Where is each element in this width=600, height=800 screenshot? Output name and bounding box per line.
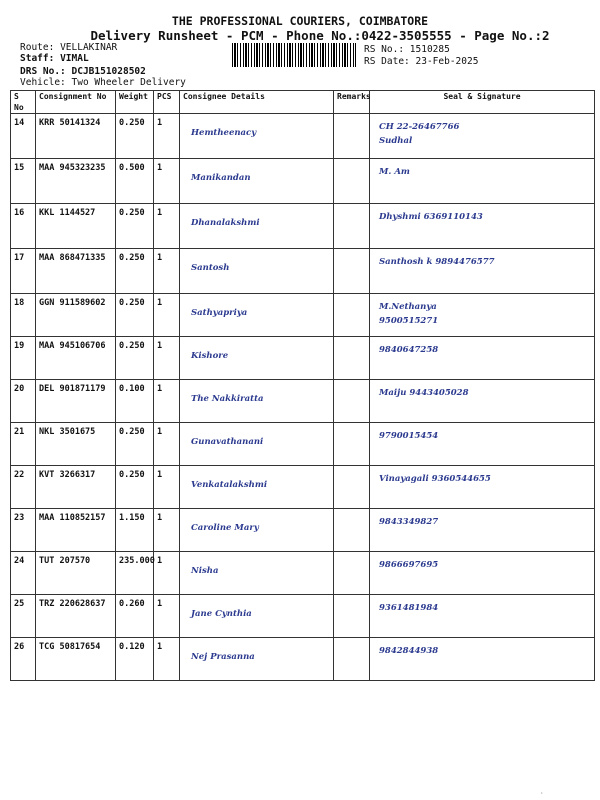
- cell-weight: [116, 204, 154, 249]
- cell-seal-signature-text: CH 22-26467766 Sudhal: [379, 122, 460, 146]
- cell-seal-signature-text: 9361481984: [379, 603, 439, 613]
- cell-remarks: [334, 380, 370, 423]
- cell-weight: [116, 380, 154, 423]
- cell-consignment-no-text: MAA 110852157: [39, 513, 106, 523]
- cell-remarks: [334, 294, 370, 337]
- cell-seal-signature: [370, 509, 595, 552]
- cell-pcs-text: 1: [157, 642, 163, 652]
- cell-consignment-no: [36, 638, 116, 681]
- cell-sno-text: 24: [14, 556, 25, 566]
- cell-weight: [116, 114, 154, 159]
- cell-sno: [11, 509, 36, 552]
- cell-pcs-text: 1: [157, 384, 163, 394]
- cell-remarks: [334, 204, 370, 249]
- runsheet-table: [10, 90, 595, 681]
- cell-sno-text: 26: [14, 642, 25, 652]
- cell-consignee-signature: [180, 249, 334, 294]
- cell-remarks: [334, 114, 370, 159]
- cell-weight-text: 0.250: [119, 298, 145, 308]
- cell-consignment-no-text: GGN 911589602: [39, 298, 106, 308]
- rs-date-line: [364, 56, 478, 67]
- cell-pcs: [154, 466, 180, 509]
- cell-seal-signature: [370, 337, 595, 380]
- rs-date-label: RS Date:: [364, 56, 410, 67]
- cell-seal-signature-text: Santhosh k 9894476577: [379, 257, 495, 267]
- table-header-row: [11, 91, 595, 114]
- cell-sno: [11, 466, 36, 509]
- table-row: [11, 509, 595, 552]
- table-row: [11, 638, 595, 681]
- cell-consignee-signature-text: Manikandan: [191, 173, 251, 183]
- cell-pcs: [154, 337, 180, 380]
- cell-seal-signature-text: Dhyshmi 6369110143: [379, 212, 483, 222]
- cell-remarks: [334, 337, 370, 380]
- cell-sno-text: 19: [14, 341, 25, 351]
- cell-sno: [11, 638, 36, 681]
- cell-seal-signature: [370, 114, 595, 159]
- cell-remarks: [334, 638, 370, 681]
- cell-remarks: [334, 249, 370, 294]
- cell-seal-signature-text: 9843349827: [379, 517, 439, 527]
- table-row: [11, 595, 595, 638]
- cell-consignee-signature: [180, 114, 334, 159]
- cell-remarks: [334, 423, 370, 466]
- cell-weight: [116, 552, 154, 595]
- rs-no-value: 1510285: [409, 44, 450, 55]
- cell-seal-signature: [370, 159, 595, 204]
- route-line: [20, 42, 117, 53]
- cell-consignee-signature-text: Jane Cynthia: [191, 609, 252, 619]
- cell-seal-signature: [370, 595, 595, 638]
- rs-no-line: [364, 44, 450, 55]
- cell-seal-signature-text: 9842844938: [379, 646, 439, 656]
- cell-consignment-no-text: TCG 50817654: [39, 642, 101, 652]
- cell-sno-text: 14: [14, 118, 25, 128]
- drs-value: DCJB151028502: [71, 66, 146, 77]
- cell-pcs-text: 1: [157, 556, 163, 566]
- col-pcs-header: PCS: [154, 91, 180, 114]
- route-label: Route:: [20, 42, 55, 53]
- staff-label: Staff:: [20, 53, 55, 64]
- col-remarks-header: Remarks: [334, 91, 370, 114]
- cell-weight: [116, 595, 154, 638]
- cell-pcs: [154, 380, 180, 423]
- cell-sno-text: 18: [14, 298, 25, 308]
- rs-no-label: RS No.:: [364, 44, 405, 55]
- cell-consignment-no-text: TUT 207570: [39, 556, 91, 566]
- cell-consignee-signature-text: Gunavathanani: [191, 437, 264, 447]
- cell-consignee-signature-text: Nisha: [191, 566, 219, 576]
- cell-seal-signature: [370, 294, 595, 337]
- cell-seal-signature-text: M. Am: [379, 167, 410, 177]
- cell-consignee-signature: [180, 380, 334, 423]
- cell-consignment-no: [36, 159, 116, 204]
- cell-sno: [11, 249, 36, 294]
- cell-consignment-no: [36, 466, 116, 509]
- cell-weight-text: 0.250: [119, 470, 145, 480]
- cell-sno: [11, 114, 36, 159]
- cell-consignee-signature-text: Hemtheenacy: [191, 128, 257, 138]
- table-row: [11, 423, 595, 466]
- cell-consignment-no-text: KRR 50141324: [39, 118, 101, 128]
- cell-remarks: [334, 159, 370, 204]
- cell-weight-text: 0.250: [119, 253, 145, 263]
- staff-line: [20, 53, 89, 64]
- cell-seal-signature: [370, 638, 595, 681]
- cell-sno: [11, 204, 36, 249]
- cell-consignee-signature-text: The Nakkiratta: [191, 394, 264, 404]
- cell-weight-text: 0.100: [119, 384, 145, 394]
- cell-sno-text: 16: [14, 208, 25, 218]
- cell-consignee-signature-text: Sathyapriya: [191, 308, 248, 318]
- cell-consignment-no-text: TRZ 220628637: [39, 599, 106, 609]
- cell-consignment-no: [36, 380, 116, 423]
- cell-weight-text: 0.500: [119, 163, 145, 173]
- page-footmark: ·: [540, 790, 544, 797]
- cell-pcs: [154, 509, 180, 552]
- cell-sno-text: 20: [14, 384, 25, 394]
- cell-consignment-no: [36, 204, 116, 249]
- cell-pcs: [154, 638, 180, 681]
- cell-consignee-signature: [180, 204, 334, 249]
- cell-seal-signature: [370, 204, 595, 249]
- cell-seal-signature: [370, 380, 595, 423]
- cell-seal-signature-text: 9790015454: [379, 431, 439, 441]
- cell-sno-text: 17: [14, 253, 25, 263]
- cell-pcs: [154, 159, 180, 204]
- vehicle-value: Two Wheeler Delivery: [71, 77, 186, 88]
- cell-pcs-text: 1: [157, 298, 163, 308]
- table-row: [11, 380, 595, 423]
- cell-weight: [116, 249, 154, 294]
- cell-consignee-signature-text: Dhanalakshmi: [191, 218, 260, 228]
- staff-value: VIMAL: [60, 53, 89, 64]
- cell-pcs-text: 1: [157, 208, 163, 218]
- cell-consignment-no-text: NKL 3501675: [39, 427, 96, 437]
- cell-seal-signature-text: Vinayagali 9360544655: [379, 474, 491, 484]
- cell-sno-text: 23: [14, 513, 25, 523]
- cell-pcs-text: 1: [157, 341, 163, 351]
- barcode: [232, 43, 356, 67]
- cell-consignee-signature: [180, 638, 334, 681]
- table-row: [11, 204, 595, 249]
- cell-sno: [11, 337, 36, 380]
- cell-consignment-no-text: MAA 945323235: [39, 163, 106, 173]
- cell-weight-text: 0.250: [119, 208, 145, 218]
- cell-consignee-signature-text: Kishore: [191, 351, 229, 361]
- cell-pcs: [154, 423, 180, 466]
- cell-pcs-text: 1: [157, 163, 163, 173]
- col-consignee-header: Consignee Details: [180, 91, 334, 114]
- cell-consignment-no: [36, 595, 116, 638]
- cell-seal-signature: [370, 423, 595, 466]
- cell-seal-signature-text: 9840647258: [379, 345, 439, 355]
- table-row: [11, 159, 595, 204]
- cell-consignment-no: [36, 337, 116, 380]
- cell-pcs: [154, 294, 180, 337]
- cell-consignee-signature: [180, 294, 334, 337]
- cell-pcs-text: 1: [157, 470, 163, 480]
- cell-consignee-signature-text: Nej Prasanna: [191, 652, 255, 662]
- cell-seal-signature: [370, 466, 595, 509]
- drs-line: [20, 66, 146, 77]
- cell-consignment-no: [36, 423, 116, 466]
- cell-seal-signature-text: M.Nethanya 9500515271: [379, 302, 439, 326]
- cell-consignment-no: [36, 114, 116, 159]
- cell-consignment-no: [36, 294, 116, 337]
- table-row: [11, 466, 595, 509]
- cell-pcs-text: 1: [157, 118, 163, 128]
- cell-weight: [116, 466, 154, 509]
- table-row: [11, 552, 595, 595]
- table-row: [11, 249, 595, 294]
- cell-consignment-no-text: MAA 868471335: [39, 253, 106, 263]
- col-consignment-header: Consignment No: [36, 91, 116, 114]
- cell-consignee-signature: [180, 337, 334, 380]
- cell-pcs: [154, 249, 180, 294]
- cell-sno: [11, 423, 36, 466]
- rs-date-value: 23-Feb-2025: [415, 56, 479, 67]
- cell-weight-text: 0.260: [119, 599, 145, 609]
- col-weight-header: Weight: [116, 91, 154, 114]
- cell-seal-signature: [370, 552, 595, 595]
- cell-weight: [116, 509, 154, 552]
- vehicle-line: [20, 77, 186, 88]
- cell-remarks: [334, 595, 370, 638]
- table-row: [11, 294, 595, 337]
- cell-pcs-text: 1: [157, 253, 163, 263]
- cell-pcs: [154, 114, 180, 159]
- cell-remarks: [334, 552, 370, 595]
- cell-seal-signature-text: 9866697695: [379, 560, 439, 570]
- cell-consignment-no-text: KKL 1144527: [39, 208, 96, 218]
- cell-consignee-signature: [180, 423, 334, 466]
- cell-consignee-signature: [180, 509, 334, 552]
- cell-sno-text: 25: [14, 599, 25, 609]
- cell-weight-text: 1.150: [119, 513, 145, 523]
- cell-pcs-text: 1: [157, 427, 163, 437]
- cell-sno: [11, 159, 36, 204]
- cell-pcs-text: 1: [157, 599, 163, 609]
- cell-consignee-signature: [180, 159, 334, 204]
- cell-sno: [11, 294, 36, 337]
- cell-pcs: [154, 595, 180, 638]
- cell-consignment-no-text: MAA 945106706: [39, 341, 106, 351]
- cell-sno-text: 22: [14, 470, 25, 480]
- cell-weight-text: 0.250: [119, 427, 145, 437]
- cell-pcs-text: 1: [157, 513, 163, 523]
- cell-consignment-no-text: DEL 901871179: [39, 384, 106, 394]
- cell-sno-text: 21: [14, 427, 25, 437]
- cell-consignment-no: [36, 509, 116, 552]
- cell-weight: [116, 159, 154, 204]
- cell-remarks: [334, 466, 370, 509]
- cell-consignment-no: [36, 249, 116, 294]
- company-title: THE PROFESSIONAL COURIERS, COIMBATORE: [171, 14, 429, 28]
- table-row: [11, 114, 595, 159]
- cell-weight: [116, 337, 154, 380]
- cell-consignee-signature: [180, 466, 334, 509]
- cell-consignment-no: [36, 552, 116, 595]
- cell-pcs: [154, 552, 180, 595]
- cell-weight-text: 235.000: [119, 556, 155, 566]
- col-seal-header: Seal & Signature: [370, 91, 595, 114]
- cell-sno: [11, 552, 36, 595]
- cell-consignee-signature-text: Venkatalakshmi: [191, 480, 268, 490]
- cell-consignee-signature: [180, 552, 334, 595]
- cell-consignee-signature-text: Caroline Mary: [191, 523, 259, 533]
- cell-sno: [11, 380, 36, 423]
- runsheet-subtitle: Delivery Runsheet - PCM - Phone No.:0422-3505555 - Page No.:2: [90, 28, 550, 43]
- cell-seal-signature-text: Maiju 9443405028: [379, 388, 469, 398]
- cell-consignee-signature: [180, 595, 334, 638]
- cell-consignment-no-text: KVT 3266317: [39, 470, 96, 480]
- cell-remarks: [334, 509, 370, 552]
- table-row: [11, 337, 595, 380]
- cell-weight: [116, 294, 154, 337]
- cell-seal-signature: [370, 249, 595, 294]
- cell-weight-text: 0.250: [119, 118, 145, 128]
- route-value: VELLAKINAR: [60, 42, 118, 53]
- cell-weight-text: 0.250: [119, 341, 145, 351]
- cell-sno-text: 15: [14, 163, 25, 173]
- drs-label: DRS No.:: [20, 66, 66, 77]
- cell-sno: [11, 595, 36, 638]
- cell-consignee-signature-text: Santosh: [191, 263, 230, 273]
- cell-pcs: [154, 204, 180, 249]
- cell-weight-text: 0.120: [119, 642, 145, 652]
- cell-weight: [116, 638, 154, 681]
- vehicle-label: Vehicle:: [20, 77, 66, 88]
- col-sno-header: S No: [11, 91, 36, 114]
- cell-weight: [116, 423, 154, 466]
